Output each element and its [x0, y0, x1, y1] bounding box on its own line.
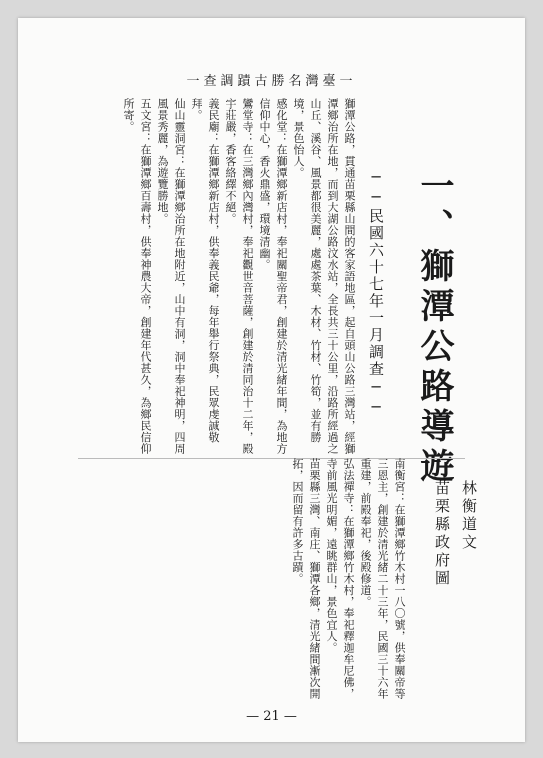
lower-body-text	[233, 458, 408, 708]
page-number: — 21 —	[246, 709, 297, 724]
paragraph: 感化堂：在獅潭鄉新店村，奉祀關聖帝君，創建於清光緒年間，為地方信仰中心，香火鼎盛，環境清幽。	[258, 98, 288, 455]
paragraph: 義民廟：在獅潭鄉新店村，供奉義民爺，每年舉行祭典，民眾虔誠敬拜。	[190, 98, 220, 443]
paragraph: 獅潭公路，貫通苗栗縣山間的客家語地區，起自頭山公路三灣站，經獅潭鄉治所在地，而到大湖公路汶水站，全長共三十公里，沿路所經過之山丘、溪谷、風景都很美麗，處處茶葉、木材、竹材、竹筍，並有勝境，景色怡人。	[292, 98, 356, 455]
document-page	[18, 18, 525, 742]
paragraph: 弘法禪寺：在獅潭鄉竹木村，奉祀釋迦牟尼佛，寺前風光明媚，遠眺群山，景色宜人。	[325, 458, 355, 700]
paragraph: 五文宮：在獅潭鄉百壽村，供奉神農大帝，創建年代甚久，為鄉民信仰所寄。	[122, 98, 152, 455]
running-header: 一查調蹟古勝名灣臺一	[186, 74, 357, 89]
author: 林衡道文	[460, 480, 478, 552]
page-title: 一、獅潭公路導遊	[414, 168, 454, 488]
paragraph: 鸞堂寺：在三灣鄉內灣村，奉祀觀世音菩薩，創建於清同治十二年，殿宇莊嚴，香客絡繹不絕。	[224, 98, 254, 455]
paragraph: 南衡宮：在獅潭鄉竹木村一八〇號，供奉關帝等三恩主，創建於清光緒二十三年，民國三十六年重建，前殿奉祀，後殿修道。	[359, 458, 406, 700]
byline	[426, 480, 480, 588]
paragraph: 苗栗縣三灣、南庄、獅潭各鄉，清光緒間漸次開拓，因而留有許多古蹟。	[291, 458, 321, 700]
upper-body-text	[78, 98, 358, 458]
survey-date: ──民國六十七年一月調查──	[367, 168, 385, 418]
paragraph: 仙山靈洞宮：在獅潭鄉治所在地附近，山中有洞，洞中奉祀神明，四周風景秀麗，為遊覽勝地。	[156, 98, 186, 455]
illustration-credit: 苗栗縣政府圖	[433, 480, 451, 588]
